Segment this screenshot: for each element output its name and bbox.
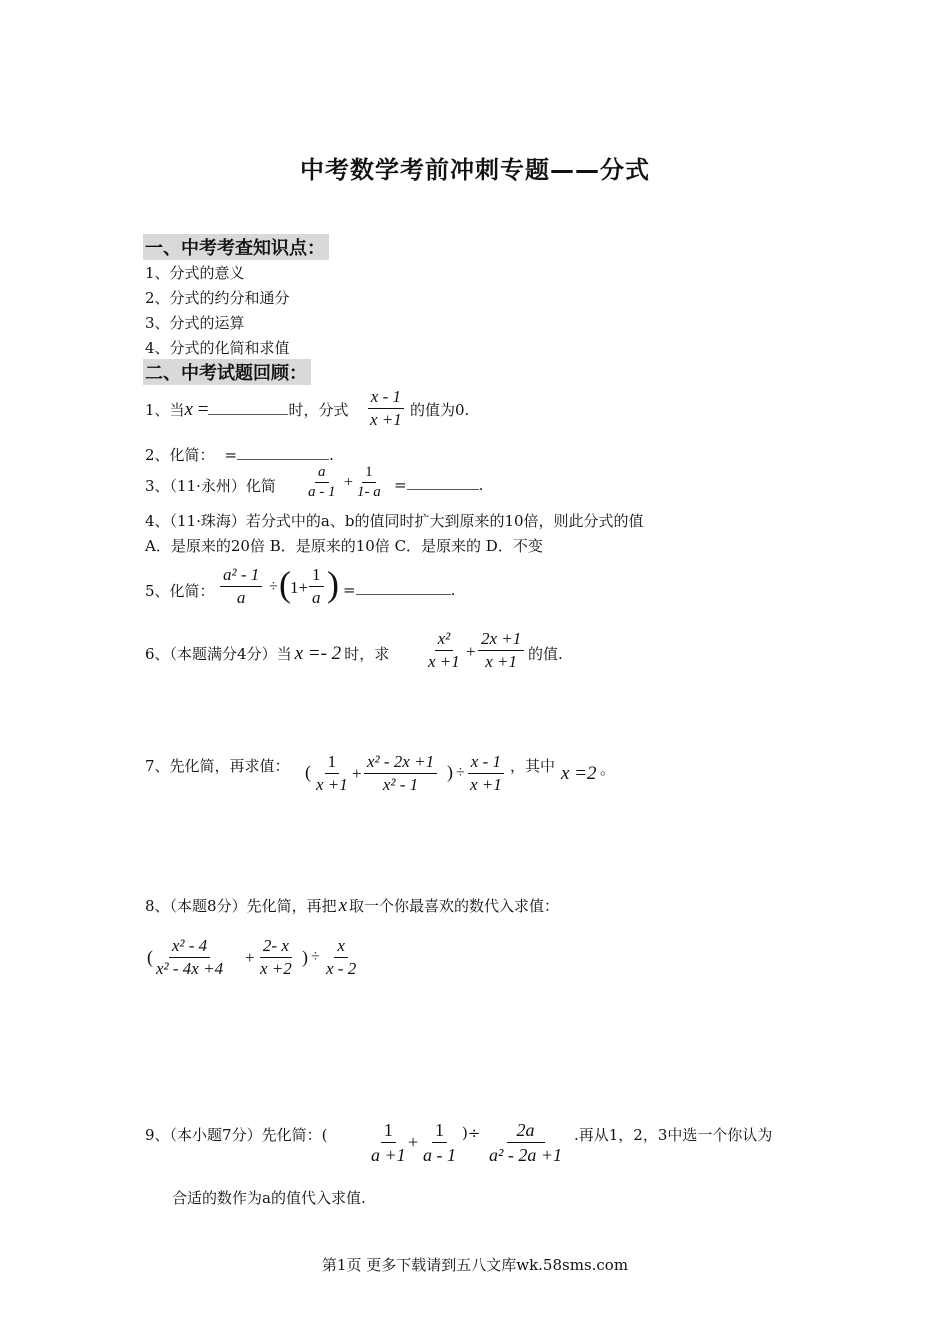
question-9: 9、（本小题7分）先化简：( <box>145 1126 328 1144</box>
question-9-line2: 合适的数作为a的值代入求值. <box>172 1189 366 1207</box>
fraction-q3-2: $\frac{1}{1- a}$ <box>357 464 381 500</box>
fraction-q5-2: $\frac{1}{a}$ <box>309 564 324 609</box>
question-5-answer: = . <box>343 581 456 599</box>
section-heading-1: 一、中考考查知识点： <box>143 234 329 260</box>
question-2: 2、化简： = . <box>145 446 334 464</box>
fraction-q7-3: $\frac{x - 1}{x +1}$ <box>467 751 505 796</box>
page-footer: 第1页 更多下载请到五八文库wk.58sms.com <box>321 1256 629 1274</box>
fraction-q7-1: $\frac{1}{x +1}$ <box>316 752 348 794</box>
question-4-options: A．是原来的20倍 B．是原来的10倍 C．是原来的 D．不变 <box>145 537 543 555</box>
section-heading-2: 二、中考试题回顾： <box>143 359 311 385</box>
variable-x: x <box>184 399 193 420</box>
fraction-q9-1: $\frac{1}{a +1}$ <box>371 1120 406 1165</box>
question-6: 6、（本题满分4分）当 x =- 2 时，求 <box>145 643 390 664</box>
question-9-suffix: .再从1，2，3中选一个你认为 <box>574 1126 773 1144</box>
knowledge-item-1: 1、分式的意义 <box>145 264 245 282</box>
answer-blank[interactable] <box>237 445 329 460</box>
fraction-q6-1: $\frac{\text{x²}}{x +1}$ <box>428 629 460 671</box>
question-1-suffix: 的值为0. <box>410 401 470 419</box>
answer-blank[interactable] <box>356 580 451 595</box>
fraction-q8-1: $\frac{\text{x² - 4}}{\text{x² - 4x +4}}$ <box>156 936 224 978</box>
knowledge-item-4: 4、分式的化简和求值 <box>145 339 290 357</box>
knowledge-item-3: 3、分式的运算 <box>145 314 245 332</box>
fraction-q3-1: $\frac{a}{a - 1}$ <box>308 464 336 500</box>
fraction-q9-2: $\frac{1}{a - 1}$ <box>423 1120 456 1165</box>
question-1: 1、当x = 时，分式 <box>145 399 349 420</box>
fraction-q1: $\frac{x - 1}{x +1}$ <box>367 386 405 431</box>
question-6-suffix: 的值. <box>528 645 563 663</box>
fraction-q8-2: $\frac{2- x}{x +2}$ <box>260 936 292 978</box>
question-7-condition: ，其中 <box>510 757 556 775</box>
question-8: 8、（本题8分）先化简，再把 x 取一个你最喜欢的数代入求值： <box>145 895 560 916</box>
fraction-q6-2: $\frac{2x +1}{x +1}$ <box>478 628 524 673</box>
question-4: 4、（11·珠海）若分式中的a、b的值同时扩大到原来的10倍，则此分式的值 <box>145 512 644 530</box>
question-3-answer: = . <box>394 476 484 494</box>
fraction-q7-2: $\frac{\text{x² - 2x +1}}{\text{x² - 1}}$ <box>364 751 437 796</box>
page-title: 中考数学考前冲刺专题——分式 <box>300 156 650 184</box>
knowledge-item-2: 2、分式的约分和通分 <box>145 289 290 307</box>
question-7: 7、先化简，再求值： <box>145 757 290 775</box>
question-5: 5、化简： <box>145 582 215 600</box>
fraction-q5-1: $\frac{\text{a² - 1}}{a}$ <box>220 564 262 609</box>
fraction-q8-3: $\frac{x}{x - 2}$ <box>326 936 357 978</box>
answer-blank[interactable] <box>407 475 479 490</box>
question-3: 3、（11·永州）化简 <box>145 477 276 495</box>
answer-blank[interactable] <box>208 400 288 415</box>
fraction-q9-3: $\frac{2a}{\text{a² - 2a +1}}$ <box>489 1120 563 1165</box>
